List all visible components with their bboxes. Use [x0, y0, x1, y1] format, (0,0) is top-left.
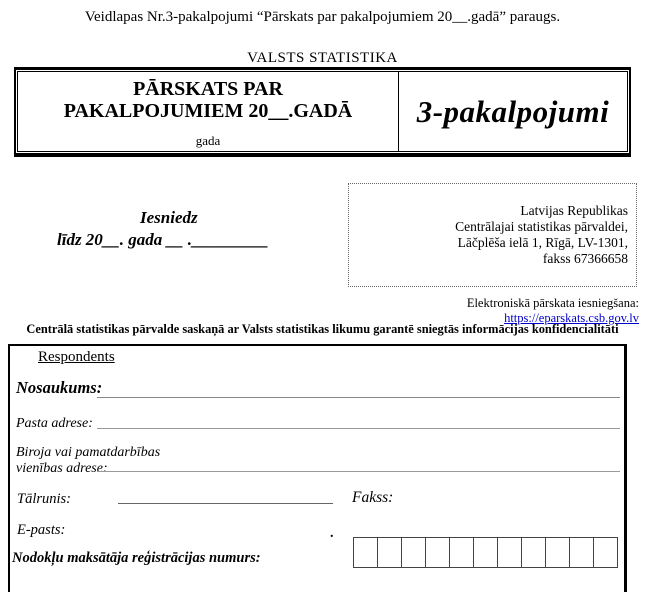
form-title: [64, 78, 353, 122]
postal-address-line: [97, 428, 620, 429]
submit-deadline: līdz 20__. gada __ ._________: [57, 230, 269, 249]
electronic-submission-label: Elektroniskā pārskata iesniegšana:: [466, 296, 639, 310]
tax-number-cell: [449, 537, 474, 568]
office-address-label-line1: Biroja vai pamatdarbības: [16, 445, 161, 460]
tax-number-cell: [473, 537, 498, 568]
tax-number-cell: [521, 537, 546, 568]
tax-number-label: Nodokļu maksātāja reģistrācijas numurs:: [12, 550, 261, 566]
tax-number-grid: [353, 537, 618, 568]
phone-field-label: Tālrunis:: [17, 491, 71, 507]
tax-number-cell: [425, 537, 450, 568]
submit-label: Iesniedz: [140, 208, 198, 227]
form-header-box: [14, 67, 631, 157]
form-header-box-inner: [17, 71, 628, 152]
respondent-section-title: Respondents: [38, 349, 115, 365]
fax-field-label: Fakss:: [352, 489, 394, 506]
tax-number-cell: [545, 537, 570, 568]
recipient-address-box: [348, 183, 637, 287]
tax-number-cell: [353, 537, 378, 568]
form-code: 3-pakalpojumi: [416, 93, 610, 129]
confidentiality-notice: Centrālā statistikas pārvalde saskaņā ar Valsts statistikas likumu garantē sniegtās informācijas konfidencialitāti: [26, 322, 619, 336]
phone-field-line: [118, 503, 333, 504]
tax-number-cell: [497, 537, 522, 568]
recipient-line: Lāčplēša ielā 1, Rīgā, LV-1301,: [457, 235, 628, 250]
office-address-label-line2: vienības adrese:: [16, 461, 108, 476]
office-address-label: [16, 445, 160, 477]
form-title-subtitle: gada: [195, 133, 221, 148]
valsts-statistika-heading: VALSTS STATISTIKA: [247, 50, 398, 66]
form-sample-caption: Veidlapas Nr.3-pakalpojumi “Pārskats par pakalpojumiem 20__.gadā” paraugs.: [84, 9, 561, 25]
name-field-line: [97, 397, 620, 398]
office-address-line: [97, 471, 620, 472]
form-code-cell: [399, 72, 627, 151]
name-field-label: Nosaukums:: [16, 378, 103, 397]
form-title-line2: PAKALPOJUMIEM 20__.GADĀ: [63, 100, 353, 122]
email-line-dot: .: [330, 526, 334, 541]
postal-address-label: Pasta adrese:: [16, 416, 93, 431]
recipient-line: Centrālajai statistikas pārvaldei,: [455, 219, 628, 234]
email-field-label: E-pasts:: [17, 522, 66, 538]
form-title-cell: [18, 72, 399, 151]
recipient-line: fakss 67366658: [542, 251, 628, 266]
tax-number-cell: [593, 537, 618, 568]
tax-number-cell: [569, 537, 594, 568]
tax-number-cell: [401, 537, 426, 568]
recipient-line: Latvijas Republikas: [520, 203, 628, 218]
form-title-line1: PĀRSKATS PAR: [133, 78, 283, 100]
tax-number-cell: [377, 537, 402, 568]
eparskats-link[interactable]: https://eparskats.csb.gov.lv: [504, 311, 639, 325]
